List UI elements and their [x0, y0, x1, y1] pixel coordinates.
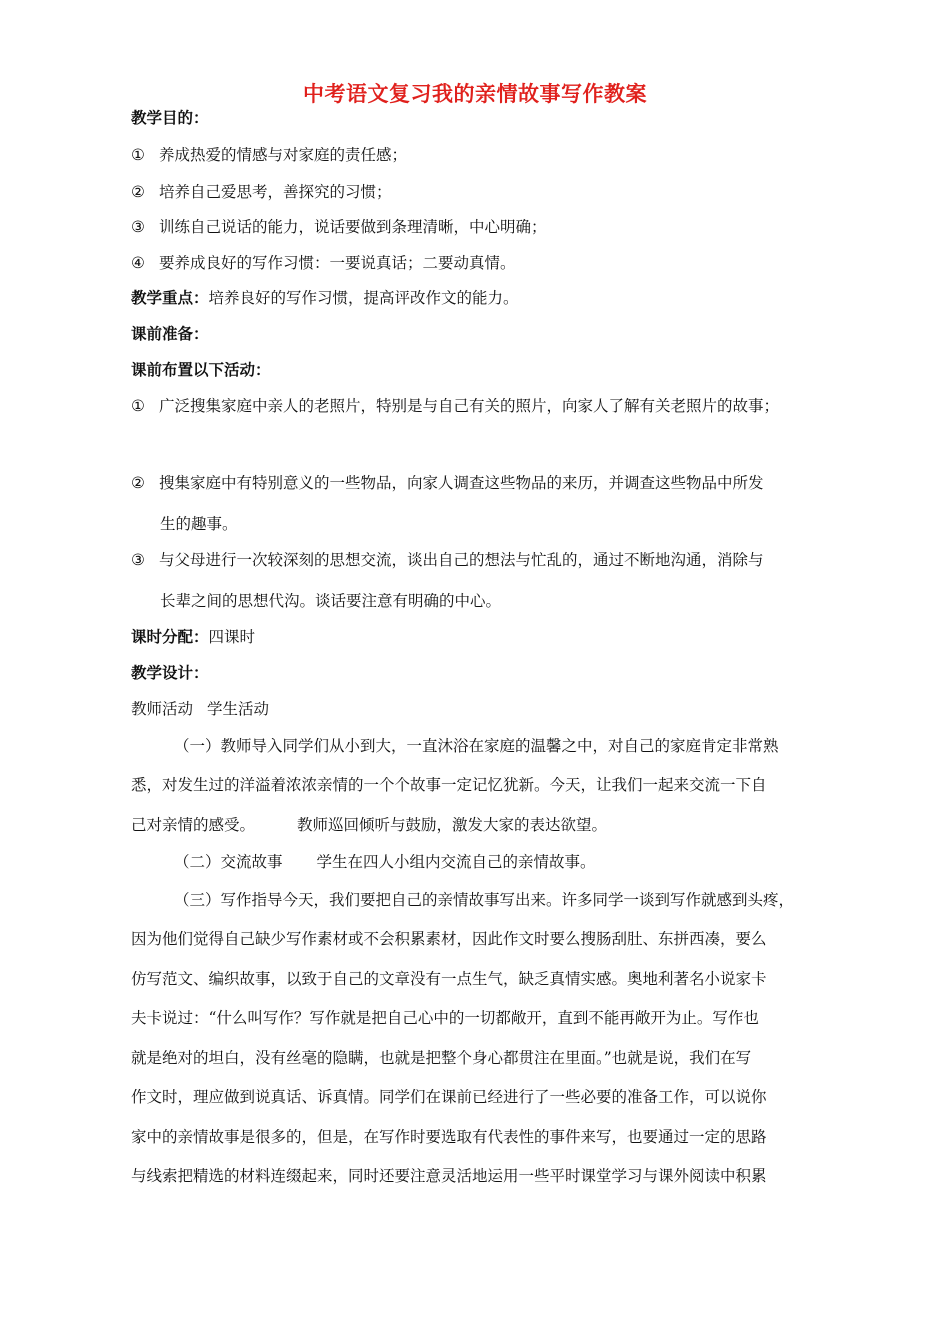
hours-text: 四课时 — [208, 628, 256, 646]
hours-label: 课时分配： — [131, 628, 209, 646]
activity-item — [131, 473, 764, 493]
section3-line: 与线索把精选的材料连缀起来，同时还要注意灵活地运用一些平时课堂学习与课外阅读中积累 — [131, 1167, 767, 1185]
focus-label: 教学重点： — [131, 289, 209, 307]
item-number: ③ — [131, 551, 145, 569]
activity-continuation: 长辈之间的思想代沟。谈话要注意有明确的中心。 — [160, 592, 502, 610]
activity-continuation: 生的趣事。 — [160, 515, 238, 533]
item-number: ② — [131, 183, 145, 201]
item-number: ④ — [131, 254, 145, 272]
activity-item — [131, 550, 764, 570]
document-title: 中考语文复习我的亲情故事写作教案 — [303, 82, 647, 106]
item-number: ③ — [131, 218, 145, 236]
section3-line: 作文时，理应做到说真话、诉真情。同学们在课前已经进行了一些必要的准备工作，可以说你 — [131, 1088, 767, 1106]
objective-item — [131, 182, 392, 202]
activity-columns — [131, 699, 269, 719]
section1-line: （一）教师导入同学们从小到大，一直沐浴在家庭的温馨之中，对自己的家庭肯定非常熟 — [174, 737, 779, 755]
objectives-heading: 教学目的： — [131, 109, 209, 127]
item-text: 养成热爱的情感与对家庭的责任感； — [159, 146, 408, 164]
section3-line: 因为他们觉得自己缺少写作素材或不会积累素材，因此作文时要么搜肠刮肚、东拼西凑，要么 — [131, 930, 767, 948]
section3-line: 就是绝对的坦白，没有丝毫的隐瞒，也就是把整个身心都贯注在里面。”也就是说，我们在写 — [131, 1049, 752, 1067]
section1-line — [131, 815, 607, 835]
section1-text: 教师巡回倾听与鼓励，激发大家的表达欲望。 — [297, 816, 608, 834]
teaching-focus — [131, 288, 519, 308]
section3-line: （三）写作指导今天，我们要把自己的亲情故事写出来。许多同学一谈到写作就感到头疼， — [174, 891, 795, 909]
objective-item — [131, 253, 516, 273]
section1-text: 己对亲情的感受。 — [131, 816, 256, 834]
item-text: 搜集家庭中有特别意义的一些物品，向家人调查这些物品的来历，并调查这些物品中所发 — [159, 474, 764, 492]
item-number: ① — [131, 397, 145, 415]
student-column-label: 学生活动 — [207, 700, 270, 718]
design-heading: 教学设计： — [131, 664, 209, 682]
item-text: 培养自己爱思考，善探究的习惯； — [159, 183, 392, 201]
prep-heading: 课前准备： — [131, 325, 209, 343]
item-text: 训练自己说话的能力，说话要做到条理清晰，中心明确； — [159, 218, 547, 236]
item-text: 广泛搜集家庭中亲人的老照片，特别是与自己有关的照片，向家人了解有关老照片的故事； — [159, 397, 780, 415]
section2-line — [174, 852, 596, 872]
section3-line: 家中的亲情故事是很多的，但是，在写作时要选取有代表性的事件来写，也要通过一定的思路 — [131, 1128, 767, 1146]
item-text: 要养成良好的写作习惯：一要说真话；二要动真情。 — [159, 254, 516, 272]
objective-item — [131, 217, 547, 237]
activity-item — [131, 396, 779, 416]
teacher-column-label: 教师活动 — [131, 700, 194, 718]
objective-item — [131, 145, 407, 165]
item-number: ① — [131, 146, 145, 164]
activities-heading: 课前布置以下活动： — [131, 361, 271, 379]
section2-title: （二）交流故事 — [174, 853, 283, 871]
item-number: ② — [131, 474, 145, 492]
section2-text: 学生在四人小组内交流自己的亲情故事。 — [316, 853, 596, 871]
focus-text: 培养良好的写作习惯，提高评改作文的能力。 — [208, 289, 519, 307]
hours-allocation — [131, 627, 255, 647]
item-text: 与父母进行一次较深刻的思想交流，谈出自己的想法与忙乱的，通过不断地沟通，消除与 — [159, 551, 764, 569]
section3-line: 夫卡说过：“什么叫写作？写作就是把自己心中的一切都敞开，直到不能再敞开为止。写作也 — [131, 1009, 759, 1027]
section1-line: 悉，对发生过的洋溢着浓浓亲情的一个个故事一定记忆犹新。今天，让我们一起来交流一下自 — [131, 776, 767, 794]
section3-line: 仿写范文、编织故事，以致于自己的文章没有一点生气，缺乏真情实感。奥地利著名小说家卡 — [131, 970, 767, 988]
